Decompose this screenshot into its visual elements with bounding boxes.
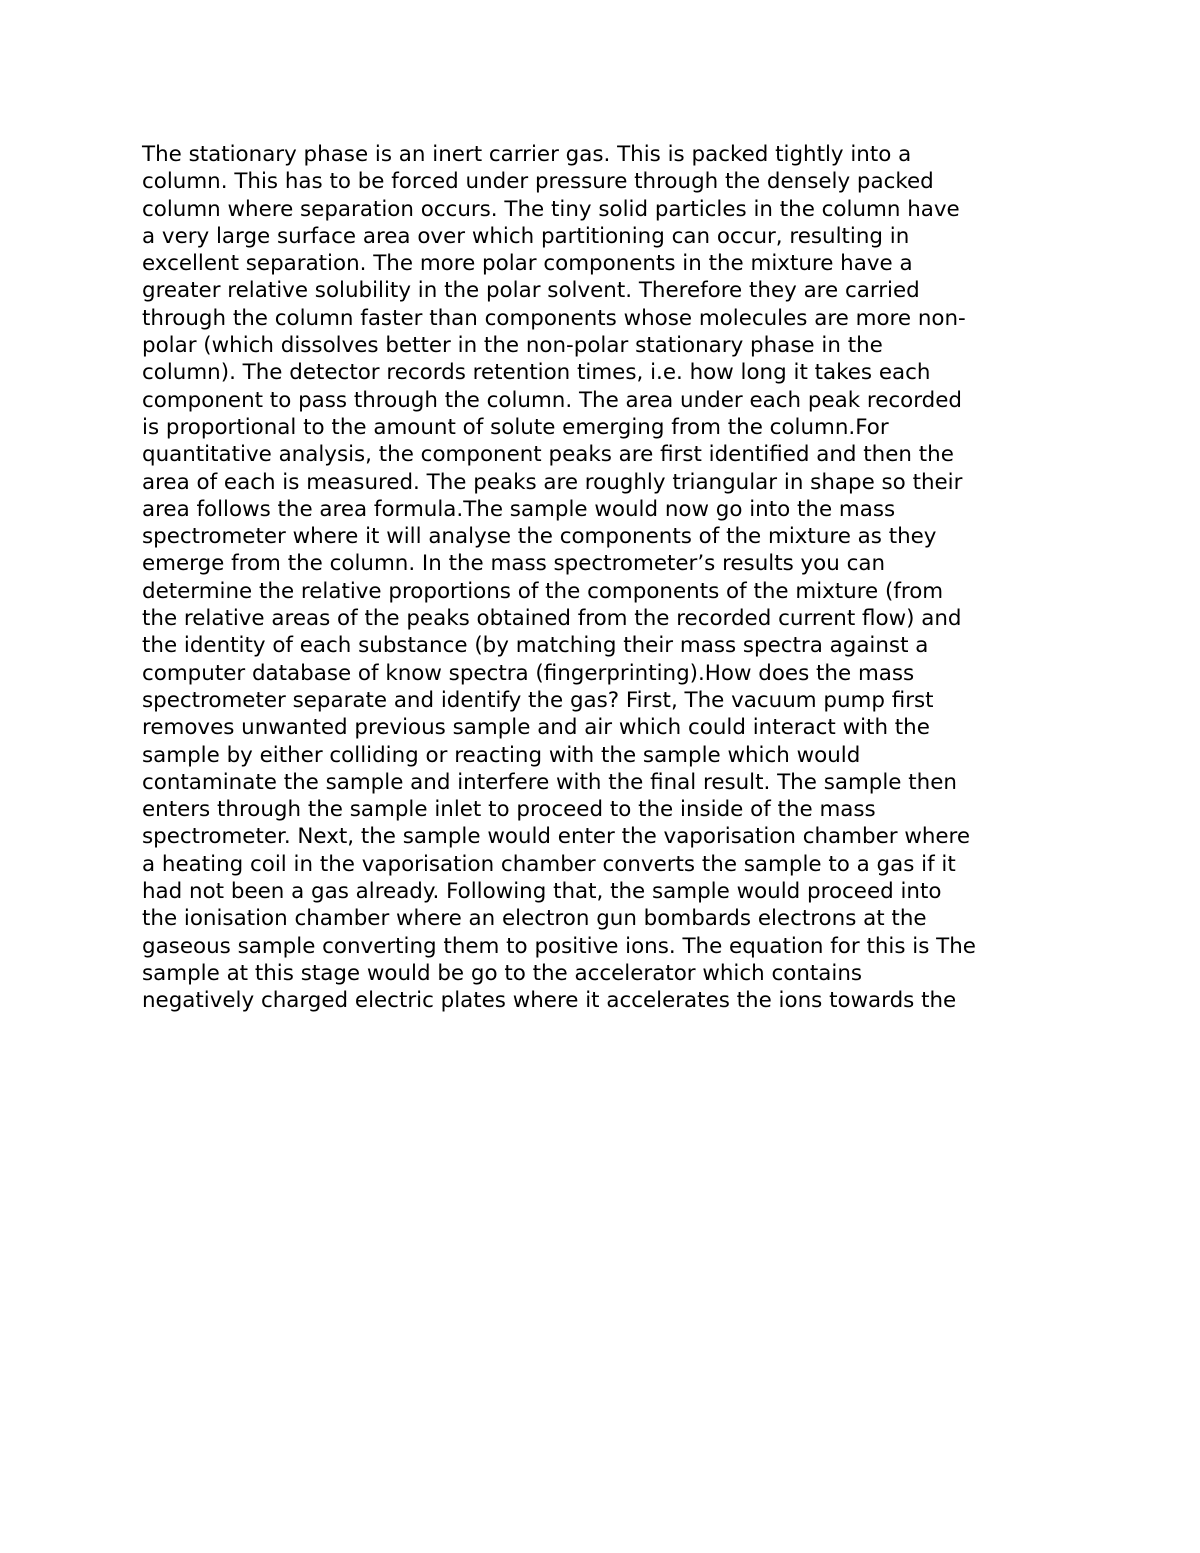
text-line: the ionisation chamber where an electron gun bombards electrons at the — [142, 906, 927, 932]
text-line: removes unwanted previous sample and air which could interact with the — [142, 715, 930, 741]
text-line: through the column faster than components whose molecules are more non- — [142, 305, 966, 331]
text-line: excellent separation. The more polar components in the mixture have a — [142, 251, 913, 277]
text-line: a heating coil in the vaporisation chamber converts the sample to a gas if it — [142, 851, 956, 877]
text-line: quantitative analysis, the component peaks are first identified and then the — [142, 442, 954, 468]
text-line: area follows the area formula.The sample would now go into the mass — [142, 496, 896, 522]
text-line: polar (which dissolves better in the non-polar stationary phase in the — [142, 333, 883, 359]
text-line: is proportional to the amount of solute emerging from the column.For — [142, 414, 889, 440]
text-line: emerge from the column. In the mass spectrometer’s results you can — [142, 551, 886, 577]
body-paragraph — [142, 141, 1082, 1015]
text-line: had not been a gas already. Following that, the sample would proceed into — [142, 879, 942, 905]
text-line: enters through the sample inlet to proceed to the inside of the mass — [142, 797, 876, 823]
text-line: sample at this stage would be go to the accelerator which contains — [142, 960, 863, 986]
text-line: component to pass through the column. The area under each peak recorded — [142, 387, 962, 413]
text-line: area of each is measured. The peaks are roughly triangular in shape so their — [142, 469, 963, 495]
text-line: determine the relative proportions of the components of the mixture (from — [142, 578, 944, 604]
text-line: column). The detector records retention times, i.e. how long it takes each — [142, 360, 931, 386]
text-line: sample by either colliding or reacting with the sample which would — [142, 742, 861, 768]
text-line: the relative areas of the peaks obtained from the recorded current flow) and — [142, 606, 962, 632]
text-line: contaminate the sample and interfere with the final result. The sample then — [142, 769, 957, 795]
text-line: column where separation occurs. The tiny solid particles in the column have — [142, 196, 960, 222]
text-line: negatively charged electric plates where it accelerates the ions towards the — [142, 988, 957, 1014]
text-line: spectrometer separate and identify the gas? First, The vacuum pump first — [142, 687, 934, 713]
text-line: the identity of each substance (by matching their mass spectra against a — [142, 633, 929, 659]
text-line: greater relative solubility in the polar solvent. Therefore they are carried — [142, 278, 920, 304]
text-line: gaseous sample converting them to positive ions. The equation for this is The — [142, 933, 976, 959]
text-line: column. This has to be forced under pressure through the densely packed — [142, 169, 934, 195]
text-line: spectrometer where it will analyse the components of the mixture as they — [142, 524, 937, 550]
text-line: computer database of know spectra (fingerprinting).How does the mass — [142, 660, 915, 686]
text-line: The stationary phase is an inert carrier gas. This is packed tightly into a — [142, 142, 912, 167]
text-line: spectrometer. Next, the sample would enter the vaporisation chamber where — [142, 824, 971, 850]
text-line: a very large surface area over which partitioning can occur, resulting in — [142, 223, 910, 249]
